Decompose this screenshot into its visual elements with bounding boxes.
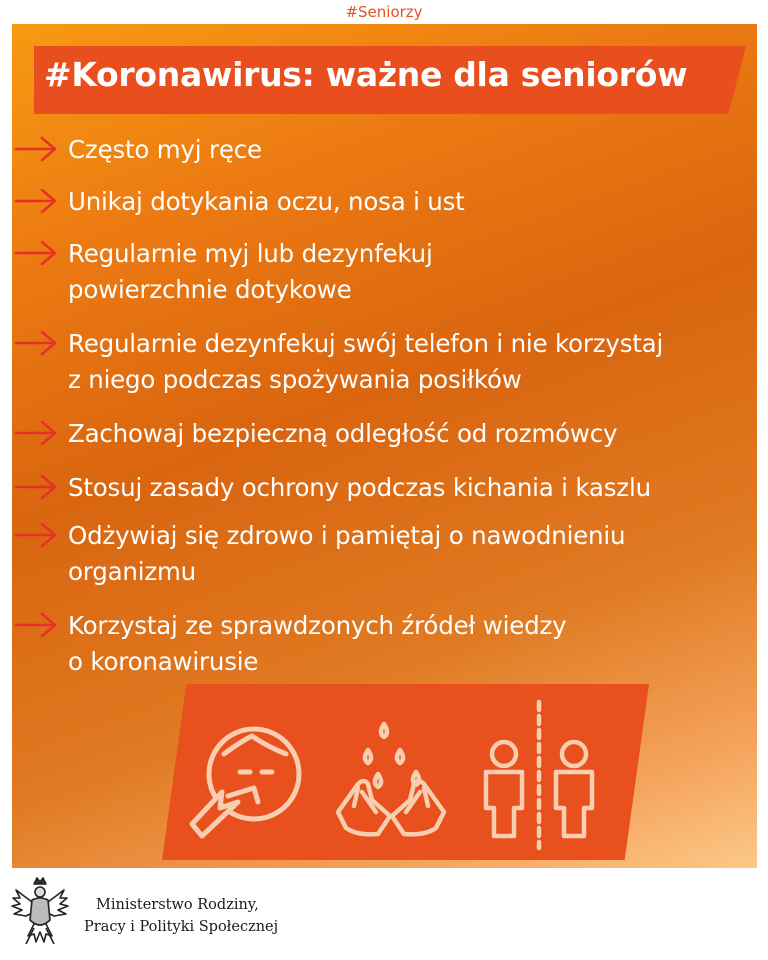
arrow-right-icon (14, 420, 58, 446)
polish-eagle-emblem (10, 874, 70, 950)
ministry-name (84, 894, 278, 938)
list-item-text (68, 518, 738, 590)
list-item-line-1: Stosuj zasady ochrony podczas kichania i kaszlu (68, 473, 651, 502)
list-item-text (68, 470, 738, 506)
list-item-line-1: Często myj ręce (68, 135, 262, 164)
list-item-line-2: organizmu (68, 557, 196, 586)
ministry-line-1: Ministerstwo Rodziny, (96, 897, 259, 913)
list-item-line-2: z niego podczas spożywania posiłków (68, 365, 522, 394)
list-item-text (68, 132, 738, 168)
arrow-right-icon (14, 330, 58, 356)
page-title: #Koronawirus: ważne dla seniorów (44, 55, 688, 94)
list-item-line-1: Unikaj dotykania oczu, nosa i ust (68, 187, 465, 216)
infographic-card (12, 24, 757, 868)
list-item-line-2: o koronawirusie (68, 647, 259, 676)
list-item-line-1: Odżywiaj się zdrowo i pamiętaj o nawodnieniu (68, 521, 626, 550)
hashtag-label: #Seniorzy (345, 3, 423, 21)
list-item-line-2: powierzchnie dotykowe (68, 275, 352, 304)
list-item-line-1: Korzystaj ze sprawdzonych źródeł wiedzy (68, 611, 567, 640)
arrow-right-icon (14, 612, 58, 638)
list-item-line-1: Zachowaj bezpieczną odległość od rozmówcy (68, 419, 618, 448)
arrow-right-icon (14, 474, 58, 500)
arrow-right-icon (14, 240, 58, 266)
list-item-text (68, 326, 738, 398)
arrow-right-icon (14, 522, 58, 548)
distance-icon (486, 702, 592, 848)
footer (0, 868, 768, 960)
handwash-icon (338, 724, 444, 834)
ministry-line-2: Pracy i Polityki Społecznej (84, 919, 279, 935)
list-item-text (68, 236, 738, 308)
sneeze-icon (192, 729, 299, 836)
list-item-text (68, 184, 738, 220)
arrow-right-icon (14, 136, 58, 162)
list-item-text (68, 416, 738, 452)
icon-strip (162, 684, 649, 860)
list-item-text (68, 608, 738, 680)
list-item-line-1: Regularnie dezynfekuj swój telefon i nie korzystaj (68, 329, 664, 358)
list-item-line-1: Regularnie myj lub dezynfekuj (68, 239, 433, 268)
arrow-right-icon (14, 188, 58, 214)
